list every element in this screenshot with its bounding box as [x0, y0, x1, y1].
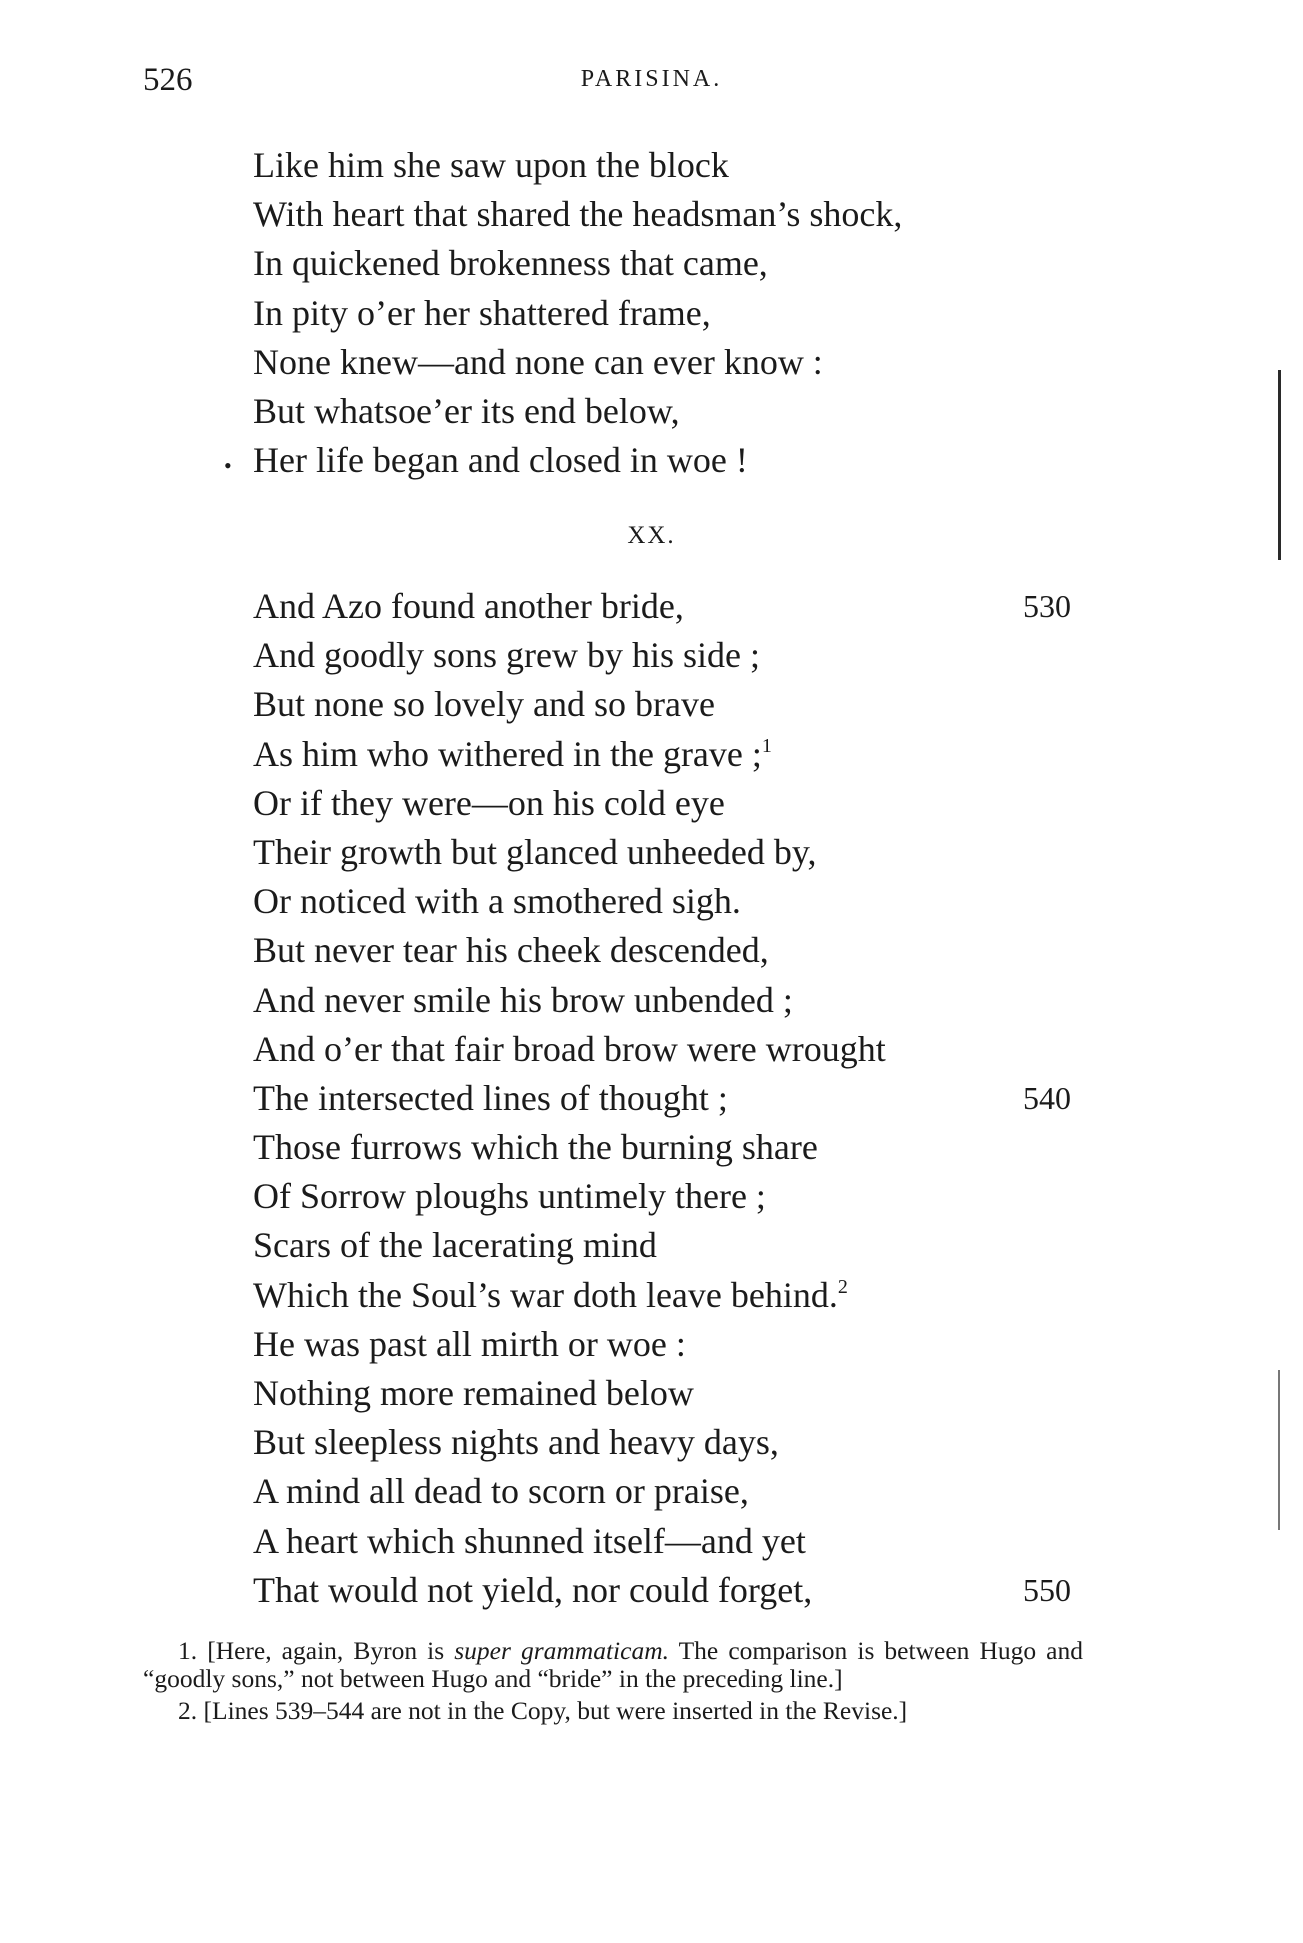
verse-line [253, 631, 1153, 680]
verse-line [253, 1025, 1153, 1074]
verse-text: The intersected lines of thought ; [253, 1077, 728, 1118]
verse-line [253, 1467, 1153, 1516]
footnotes [143, 1637, 1083, 1725]
verse-text: With heart that shared the headsman’s shock, [253, 194, 903, 235]
verse-text: Or noticed with a smothered sigh. [253, 881, 741, 922]
verse-line [253, 1221, 1153, 1270]
verse-line [253, 289, 1153, 338]
line-number: 540 [1023, 1079, 1071, 1116]
verse-line [253, 1172, 1153, 1221]
verse-text: And goodly sons grew by his side ; [253, 635, 760, 676]
verse-text: That would not yield, nor could forget, [253, 1569, 813, 1610]
verse-line [253, 239, 1153, 288]
verse-text: And Azo found another bride, [253, 586, 684, 626]
verse-text: And o’er that fair broad brow were wrought [253, 1028, 886, 1069]
verse-text: Her life began and closed in woe ! [253, 440, 748, 481]
footnote-ref: 2 [837, 1275, 848, 1298]
verse-text: In pity o’er her shattered frame, [253, 292, 711, 333]
verse-text: But whatsoe’er its end below, [253, 390, 680, 431]
stanza-2 [253, 582, 1153, 1615]
verse-line [253, 680, 1153, 729]
running-title: PARISINA. [580, 66, 723, 92]
verse-text: But never tear his cheek descended, [253, 930, 769, 971]
verse-line [253, 338, 1153, 387]
verse-line [253, 877, 1153, 926]
verse-text: But sleepless nights and heavy days, [253, 1422, 779, 1463]
verse-line [253, 387, 1153, 436]
verse-text: A mind all dead to scorn or praise, [253, 1471, 749, 1512]
footnote-2: 2. [Lines 539–544 are not in the Copy, but were inserted in the Revise.] [178, 1696, 908, 1725]
verse-text: Which the Soul’s war doth leave behind. [253, 1274, 838, 1315]
verse-line [253, 1418, 1153, 1467]
margin-rule [1278, 370, 1281, 560]
verse-text: Their growth but glanced unheeded by, [253, 831, 817, 872]
footnote-ref: 1 [761, 734, 772, 757]
verse-line [253, 190, 1153, 239]
verse-text: Like him she saw upon the block [253, 145, 729, 185]
verse-line [253, 976, 1153, 1025]
verse-text: None knew—and none can ever know : [253, 341, 823, 382]
line-number: 550 [1023, 1571, 1071, 1608]
page-header [0, 62, 1303, 102]
verse-text: Nothing more remained below [253, 1373, 694, 1413]
verse-text: Scars of the lacerating mind [253, 1225, 657, 1266]
verse-line [253, 582, 1153, 631]
verse-text: A heart which shunned itself—and yet [253, 1520, 806, 1561]
verse-text: In quickened brokenness that came, [253, 243, 768, 284]
verse-line [253, 828, 1153, 877]
verse-line [253, 1074, 1153, 1123]
verse-text: Those furrows which the burning share [253, 1127, 818, 1168]
margin-mark: • [224, 453, 232, 478]
verse-text: He was past all mirth or woe : [253, 1323, 686, 1364]
verse-line [253, 1123, 1153, 1172]
verse-text: Or if they were—on his cold eye [253, 782, 725, 823]
stanza-1 [253, 141, 1153, 485]
verse-line [253, 926, 1153, 975]
footnote-1: 1. [Here, again, Byron is super grammaticam. The comparison is between Hugo and “goodly sons,” not between Hugo and “bride” in the preceding line.] [143, 1636, 1083, 1693]
verse-line [253, 779, 1153, 828]
line-number: 530 [1023, 588, 1071, 624]
verse-line [253, 1369, 1153, 1418]
verse-text: But none so lovely and so brave [253, 684, 715, 725]
verse-text: And never smile his brow unbended ; [253, 979, 793, 1020]
verse-line [253, 1517, 1153, 1566]
verse-line [253, 141, 1153, 190]
section-heading: XX. [627, 522, 676, 549]
page-number: 526 [143, 62, 193, 98]
verse-line [253, 1271, 1153, 1320]
margin-rule [1278, 1370, 1280, 1530]
verse-text: Of Sorrow ploughs untimely there ; [253, 1176, 766, 1217]
verse-text: As him who withered in the grave ; [253, 733, 762, 774]
verse-line [253, 730, 1153, 779]
verse-line [253, 1566, 1153, 1615]
verse-line [253, 1320, 1153, 1369]
verse-line [253, 436, 1153, 485]
